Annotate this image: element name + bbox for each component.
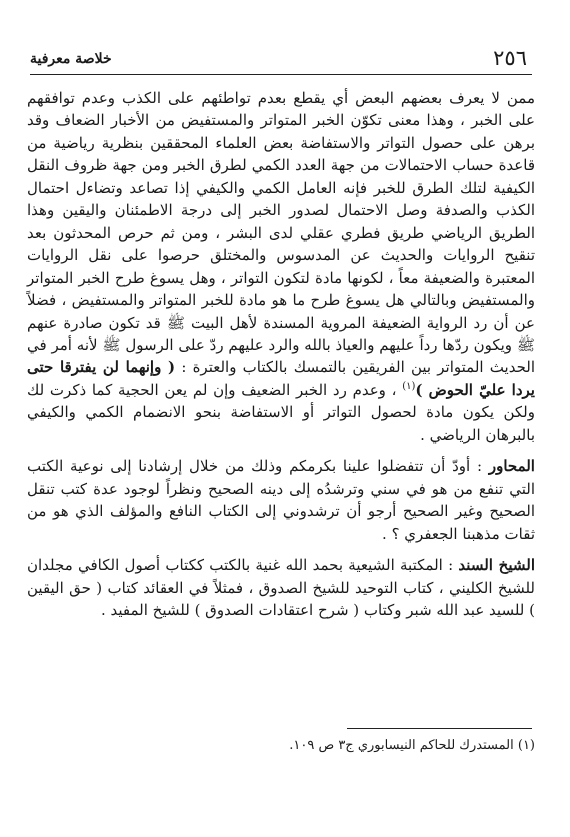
- main-text: [27, 87, 535, 621]
- running-title: خلاصة معرفية: [30, 51, 112, 67]
- paragraph-3-text: : المكتبة الشيعية بحمد الله غنية بالكتب ككتاب أصول الكافي مجلدان للشيخ الكليني ، كتاب التوحيد للشيخ الصدوق ، فمثلاً في العقائد كتاب ( حق اليقين ) للسيد عبد الله شبر وكتاب ( شرح اعتقادات الصدوق ) للشيخ المفيد .: [27, 556, 535, 619]
- paragraph-1: [27, 87, 535, 446]
- paragraph-2-text: : أودّ أن تتفضلوا علينا بكرمكم وذلك من خلال إرشادنا إلى نوعية الكتب التي تنفع من هو في سني وترشدُه إلى دينه الصحيح ونظراً لوجود عدة كتب تنقل الصحيح وغير الصحيح أرجو أن ترشدوني إلى الكتاب النافع والمؤلف الذي هو من ثقات مذهبنا الجعفري ؟ .: [27, 457, 535, 543]
- paragraph-1-text-end: ، وعدم رد الخبر الضعيف وإن لم يعن الحجية كما ذكرت لك ولكن يكون مادة لحصول التواتر أو الاستفاضة بنحو الانضمام الكمي والكيفي بالبرهان الرياضي .: [27, 380, 535, 444]
- footnote-divider: [347, 728, 532, 729]
- hadith-quote: ( وإنهما لن يفترقا حتى يردا عليّ الحوض ): [27, 358, 535, 399]
- page-header: [30, 46, 527, 70]
- speaker-sheikh: الشيخ السند: [458, 556, 535, 575]
- page-number: ٢٥٦: [493, 46, 527, 70]
- footnotes: [27, 736, 535, 756]
- footnote-1: (١) المستدرك للحاكم النيسابوري ج٣ ص ١٠٩.: [289, 738, 535, 753]
- paragraph-3: [27, 554, 535, 621]
- paragraph-2: [27, 455, 535, 545]
- paragraph-1-text: ممن لا يعرف بعضهم البعض أي يقطع بعدم تواطئهم على الكذب وعدم توافقهم على الخبر ، وهذا معنى تكوّن الخبر المتواتر والمستفيض من الأخبار الضعاف وقد برهن على حصول التواتر والاستفاضة بعض العلماء المحققين بنظرية رياضية من قاعدة حساب الاحتمالات من جهة العدد الكمي لطرق الخبر ومن جهة ظروف النقل الكيفية لتلك الطرق للخبر فإنه العامل الكمي والكيفي إذا تصاعد وتضاءل احتمال الكذب والصدفة وصل الاحتمال لصدور الخبر إلى درجة الاطمئنان واليقين وهذا الطريق الرياضي طريق فطري عقلي لدى البشر ، ومن ثم حرص المحدثون بعد تنقيح الروايات والحديث عن المدسوس والمختلق حرصوا على نقل الروايات المعتبرة والضعيفة معاً ، لكونها مادة لتكون التواتر ، وهل يسوغ طرح الخبر المتواتر والمستفيض وبالتالي هل يسوغ طرح ما هو مادة للخبر المتواتر والمستفيض ، فضلاً عن أن رد الرواية الضعيفة المروية المسندة لأهل البيت ﷺ قد تكون صادرة عنهم ﷺ ويكون ردّها رداً عليهم والعياذ بالله والرد عليهم ردّ على الرسول ﷺ لأنه أمر في الحديث المتواتر بين الفريقين بالتمسك بالكتاب والعترة :: [27, 89, 535, 377]
- speaker-interviewer: المحاور: [488, 457, 535, 476]
- footnote-ref-1[interactable]: (١): [402, 380, 416, 392]
- header-divider: [30, 74, 532, 75]
